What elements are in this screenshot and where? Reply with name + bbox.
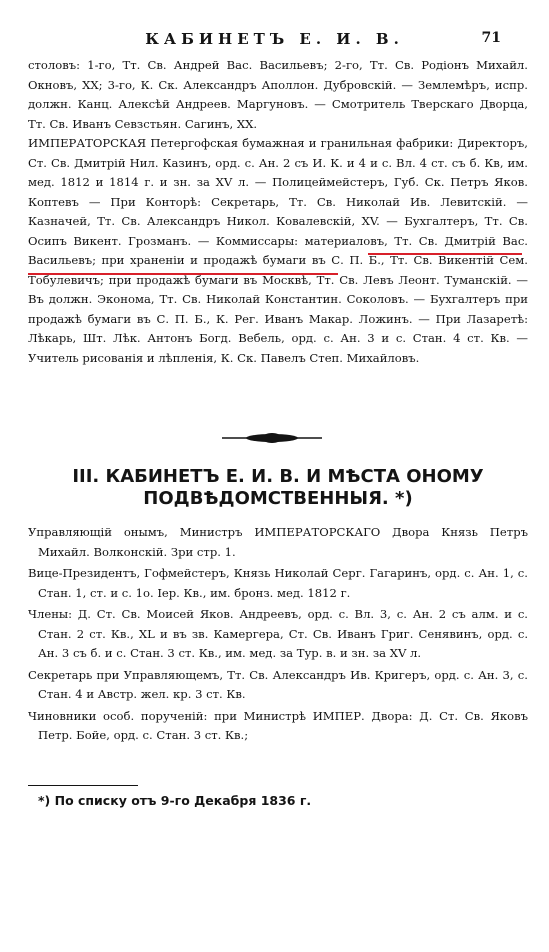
red-underline-bookkeeper [368,253,522,255]
paragraph-officials: Чиновники особ. порученій: при Министрѣ ИМПЕР. Двора: Д. Ст. Св. Яковъ Петр. Бойе, орд. с. Стан. 3 ст. Кв.; [28,708,528,742]
upper-text-block [28,56,528,368]
paragraph-manager: Управляющій онымъ, Министръ ИМПЕРАТОРСКАГО Двора Князь Петръ Михайл. Волконскій. Зри стр. 1. [28,525,528,559]
page-number: 71 [481,30,501,46]
paragraph-vice-president: Вице-Президентъ, Гофмейстеръ, Князь Николай Серг. Гагаринъ, орд. с. Ан. 1, с. Стан. 1, ст. и с. 1о. Іер. Кв., им. бронз. мед. 1812 г. [28,566,528,600]
footnote-rule [28,785,138,786]
running-title: КАБИНЕТЪ Е. И. В. [145,30,404,48]
lower-text-block [28,523,528,748]
footnote: *) По списку отъ 9-го Декабря 1836 г. [38,793,312,808]
red-underline-grozman [28,273,338,275]
section-title [28,466,528,510]
paragraph-members: Члены: Д. Ст. Св. Моисей Яков. Андреевъ, орд. с. Вл. 3, с. Ан. 2 съ алм. и с. Стан. 2 ст. Кв., XL и въ зв. Камергера, Ст. Св. Иванъ Григ. Сенявинъ, орд. с. Ан. 3 съ б. и с. Стан. 3 ст. Кв., им. мед. за Тур. в. и зн. за XV л. [28,607,528,660]
paragraph-stolovy: столовъ: 1-го, Тт. Св. Андрей Вас. Васильевъ; 2-го, Тт. Св. Родіонъ Михайл. Окновъ, XX; 3-го, К. Ск. Александръ Аполлон. Дубровскій. — Землемѣръ, испр. должн. Канц. Алексѣй Андреев. Маргуновъ. — Смотритель Тверскаго Дворца, Тт. Св. Иванъ Севзстьян. Сагинъ, XX. [28,58,528,131]
paragraph-peterhof-factory: ИМПЕРАТОРСКАЯ Петергофская бумажная и гранильная фабрики: Директоръ, Ст. Св. Дмитрій Нил. Казинъ, орд. с. Ан. 2 съ И. К. и 4 и с. Вл. 4 ст. съ б. Кв, им. мед. 1812 и 1814 г. и зн. за XV л. — Полицеймейстеръ, Губ. Ск. Петръ Яков. Коптевъ — При Конторѣ: Секретарь, Тт. Св. Николай Ив. Левитскій. — Казначей, Тт. Св. Александръ Никол. Ковалевскій, XV. — Бухгалтеръ, Тт. Св. Осипъ Викент. Грозманъ. — Коммиссары: материаловъ, Тт. Св. Дмитрій Вас. Васильевъ; при храненіи и продажѣ бумаги въ С. П. Б., Тт. Св. Викентій Сем. Тобулевичъ; при продажѣ бумаги въ Москвѣ, Тт. Св. Левъ Леонт. Туманскій. — Въ должн. Эконома, Тт. Св. Николай Константин. Соколовъ. — Бухгалтеръ при продажѣ бумаги въ С. П. Б., К. Рег. Иванъ Макар. Ложинъ. — При Лазаретѣ: Лѣкарь, Шт. Лѣк. Антонъ Богд. Вебель, орд. с. Ан. 3 и с. Стан. 4 ст. Кв. — Учитель рисованія и лѣпленія, К. Ск. Павелъ Степ. Михайловъ. [28,136,528,365]
divider-ornament [222,432,322,444]
paragraph-secretary: Секретарь при Управляющемъ, Тт. Св. Александръ Ив. Кригеръ, орд. с. Ан. 3, с. Стан. 4 и Австр. жел. кр. 3 ст. Кв. [28,667,528,701]
section-title-line-2: ПОДВѢДОМСТВЕННЫЯ. *) [143,488,413,509]
section-title-line-1: III. КАБИНЕТЪ Е. И. В. И МѢСТА ОНОМУ [72,466,484,487]
